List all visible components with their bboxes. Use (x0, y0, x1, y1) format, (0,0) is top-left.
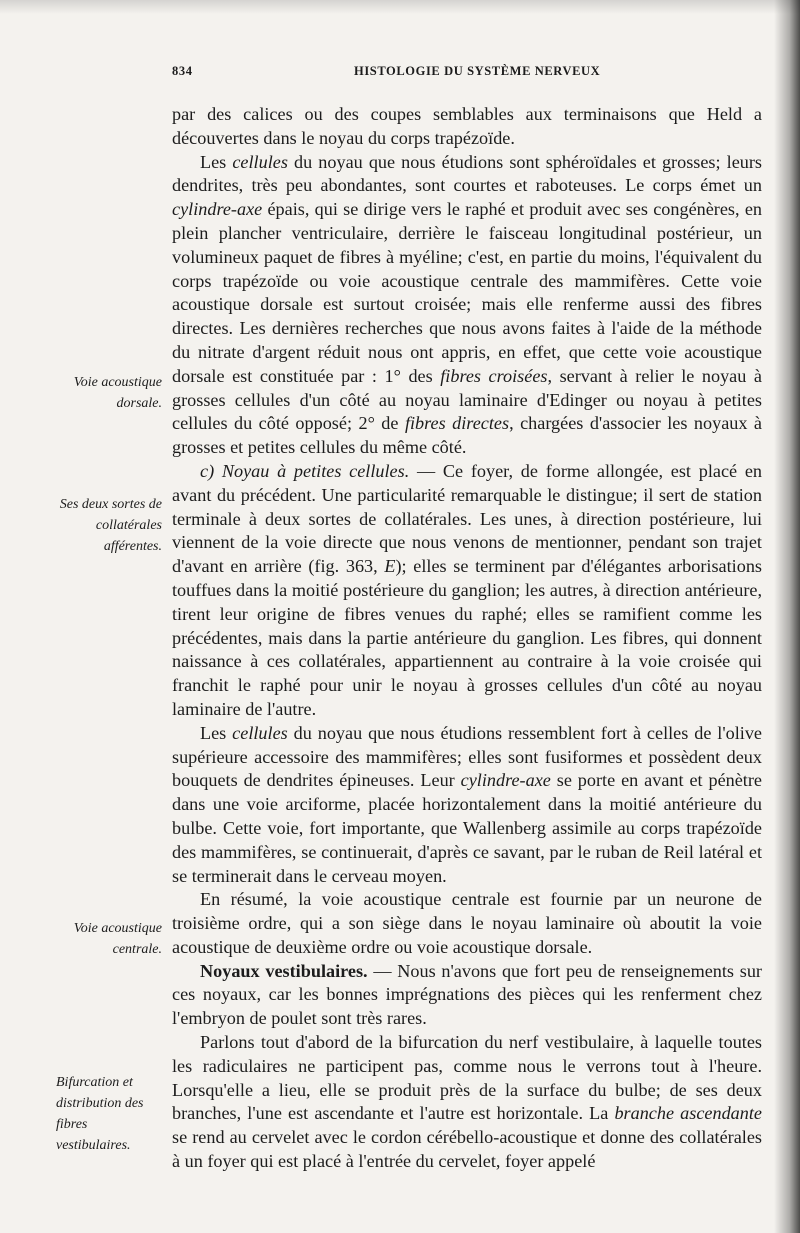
section-heading-petites-cellules: c) Noyau à petites cellules. (200, 460, 410, 481)
page-top-shadow (0, 0, 800, 14)
paragraph-7: Parlons tout d'abord de la bifurcation du nerf vestibulaire, à laquelle toutes les radiculaires ne participent pas, comme nous le verrons tout à l'heure. Lorsqu'elle a lieu, elle se produit près de la surface du bulbe; de ses deux branches, l'une est ascendante et l'autre est horizontale. La branche ascendante se rend au cervelet avec le cordon cérébello-acoustique et donne des collatérales à un foyer qui est placé à l'entrée du cervelet, foyer appelé (172, 1032, 762, 1172)
paragraph-2: Les cellules du noyau que nous étudions sont sphéroïdales et grosses; leurs dendrites, très peu abondantes, sont courtes et raboteuses. Le corps émet un cylindre-axe épais, qui se dirige vers le raphé et produit avec ses congénères, en plein plancher ventriculaire, derrière le faisceau longitudinal postérieur, un volumineux paquet de fibres à myéline; c'est, en partie du moins, l'équivalent du corps trapézoïde ou voie acoustique centrale des mammifères. Cette voie acoustique dorsale est surtout croisée; mais elle renferme aussi des fibres directes. Les dernières recherches que nous avons faites à l'aide de la méthode du nitrate d'argent réduit nous ont appris, en effet, que cette voie acoustique dorsale est constituée par : 1° des fibres croisées, servant à relier le noyau à grosses cellules d'un côté au noyau laminaire d'Edinger ou noyau à petites cellules du côté opposé; 2° de fibres directes, chargées d'associer les noyaux à grosses et petites cellules du même côté. (172, 151, 762, 458)
paragraph-5: En résumé, la voie acoustique centrale est fournie par un neurone de troisième ordre, qui a son siège dans le noyau laminaire où aboutit la voie acoustique de deuxième ordre ou voie acoustique dorsale. (172, 889, 762, 957)
paragraph-6: Noyaux vestibulaires. — Nous n'avons que fort peu de renseignements sur ces noyaux, car les bonnes imprégnations des pièces qui les renferment chez l'embryon de poulet sont très rares. (172, 960, 762, 1029)
section-heading-noyaux-vestibulaires: Noyaux vestibulaires. (200, 960, 368, 981)
margin-note-bifurcation: Bifurcation et distribution des fibres vestibulaires. (56, 1075, 144, 1153)
paragraph-3: c) Noyau à petites cellules. — Ce foyer, de forme allongée, est placé en avant du précédent. Une particularité remarquable le distingue; il sert de station terminale à deux sortes de collatérales. Les unes, à direction postérieure, lui viennent de la voie directe que nous venons de mentionner, pendant son trajet d'avant en arrière (fig. 363, E); elles se terminent par d'élégantes arborisations touffues dans la moitié postérieure du ganglion; les autres, à direction antérieure, tirent leur origine de fibres venues du raphé; elles se ramifient comme les précédentes, mais dans la partie antérieure du ganglion. Les fibres, qui donnent naissance à ces collatérales, appartiennent au contraire à la voie croisée qui franchit le raphé pour unir le noyau à grosses cellules d'un côté au noyau laminaire de l'autre. (172, 460, 762, 719)
margin-note-voie-centrale: Voie acoustique centrale. (73, 921, 162, 957)
body-text (172, 103, 762, 1174)
margin-note-collaterales: Ses deux sortes de collatérales afférentes. (59, 497, 162, 554)
margin-note-voie-dorsale: Voie acoustique dorsale. (73, 375, 162, 411)
paragraph-1: par des calices ou des coupes semblables aux terminaisons que Held a découvertes dans le noyau du corps trapézoïde. (172, 104, 762, 148)
paragraph-4: Les cellules du noyau que nous étudions ressemblent fort à celles de l'olive supérieure accessoire des mammifères; elles sont fusiformes et possèdent deux bouquets de dendrites épineuses. Leur cylindre-axe se porte en avant et pénètre dans une voie arciforme, placée horizontalement dans la moitié antérieure du bulbe. Cette voie, fort importante, que Wallenberg assimile au corps trapézoïde des mammifères, se continuerait, d'après ce savant, par le ruban de Reil latéral et se terminerait dans le cerveau moyen. (172, 722, 762, 886)
page-number: 834 (172, 64, 193, 78)
running-title: HISTOLOGIE DU SYSTÈME NERVEUX (354, 64, 601, 78)
page-binding-shadow (774, 0, 800, 1233)
page-header (172, 64, 772, 86)
